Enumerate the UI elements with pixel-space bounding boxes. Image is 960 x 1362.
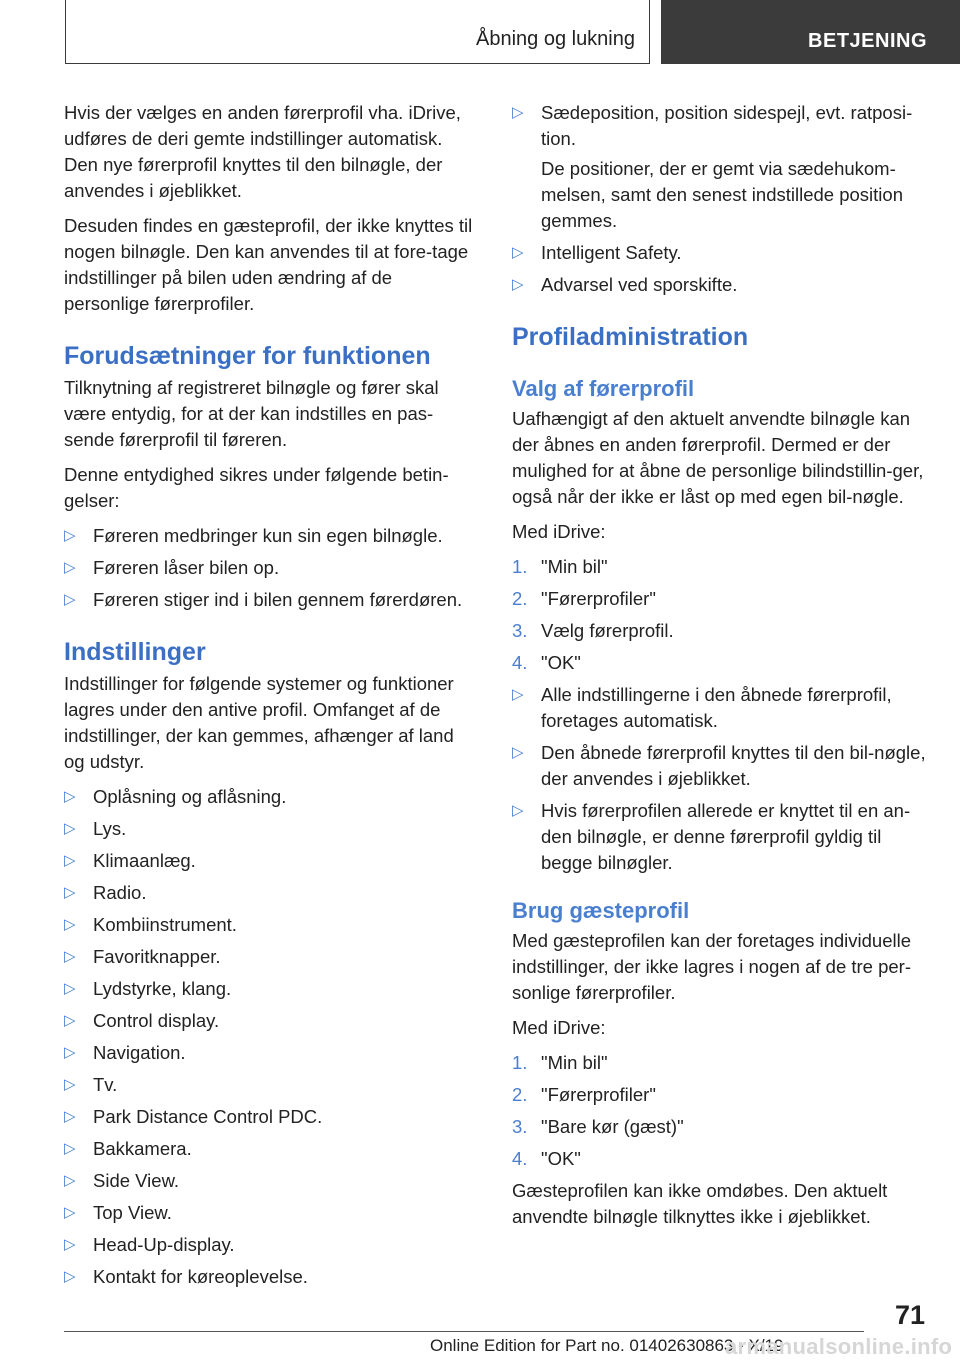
bullet-triangle-icon: ▷	[64, 852, 76, 869]
chapter-title: BETJENING	[808, 30, 927, 52]
list-item: ▷ Intelligent Safety.	[512, 240, 927, 266]
bullet-triangle-icon: ▷	[512, 744, 524, 761]
list-item: ▷ Control display.	[64, 1008, 476, 1034]
list-item: ▷ Føreren låser bilen op.	[64, 555, 476, 581]
bullet-triangle-icon: ▷	[64, 884, 76, 901]
bullet-triangle-icon: ▷	[64, 1044, 76, 1061]
paragraph-gaest: Med gæsteprofilen kan der foretages individuelle indstillinger, der ikke lagres i nogen af de tre per‐sonlige førerprofiler.	[512, 930, 912, 1003]
paragraph-indstillinger: Indstillinger for følgende systemer og funktioner lagres under den antive profil. Omfanget af de indstillinger, der kan gemmes, afhænger af land og udstyr.	[64, 673, 454, 772]
paragraph-end: Gæsteprofilen kan ikke omdøbes. Den aktuelt anvendte bilnøgle tilknyttes ikke i øjeblikket.	[512, 1180, 888, 1227]
bullet-triangle-icon: ▷	[64, 1268, 76, 1285]
settings-list-continued	[512, 100, 927, 298]
bullet-triangle-icon: ▷	[512, 276, 524, 293]
seat-note: De positioner, der er gemt via sædehukom‐melsen, samt den senest indstillede position gemmes.	[541, 158, 903, 231]
bullet-triangle-icon: ▷	[512, 244, 524, 261]
heading-forudsaetninger: Forudsætninger for funktionen	[64, 342, 431, 370]
list-item: ▷ Lydstyrke, klang.	[64, 976, 476, 1002]
bullet-triangle-icon: ▷	[64, 820, 76, 837]
steps-list-profile	[512, 554, 927, 676]
bullet-triangle-icon: ▷	[512, 802, 524, 819]
list-item: ▷ Bakkamera.	[64, 1136, 476, 1162]
bullet-triangle-icon: ▷	[64, 788, 76, 805]
paragraph-valg: Uafhængigt af den aktuelt anvendte bilnøgle kan der åbnes en anden førerprofil. Dermed er der mulighed for at åbne de personlige bilindstillin‐ger, også når der ikke er låst op med egen bil‐nøgle.	[512, 408, 924, 507]
list-item: ▷ Alle indstillingerne i den åbnede førerprofil, foretages automatisk.	[512, 684, 892, 731]
list-item: ▷ Hvis førerprofilen allerede er knyttet til en an‐den bilnøgle, er denne førerprofil gyldig til begge bilnøgler.	[512, 800, 911, 873]
list-item: ▷ Lys.	[64, 816, 476, 842]
bullet-triangle-icon: ▷	[64, 1172, 76, 1189]
heading-brug-gaesteprofil: Brug gæsteprofil	[512, 898, 690, 923]
section-title: Åbning og lukning	[475, 28, 635, 50]
bullet-triangle-icon: ▷	[64, 1076, 76, 1093]
settings-list	[64, 784, 476, 1290]
idrive-label: Med iDrive:	[512, 1017, 606, 1038]
list-item: ▷ Føreren stiger ind i bilen gennem førerdøren.	[64, 587, 476, 613]
list-item: ▷ Føreren medbringer kun sin egen bilnøgle.	[64, 523, 476, 549]
bullet-triangle-icon: ▷	[64, 980, 76, 997]
list-item: ▷ Den åbnede førerprofil knyttes til den bil‐nøgle, der anvendes i øjeblikket.	[512, 742, 926, 789]
step-item: 2. "Førerprofiler"	[512, 1084, 656, 1105]
intro-paragraph: Hvis der vælges en anden førerprofil vha. iDrive, udføres de deri gemte indstillinger automatisk. Den nye førerprofil knyttes til den bilnøgle, der anvendes i øjeblikket.	[64, 102, 461, 201]
bullet-triangle-icon: ▷	[64, 1108, 76, 1125]
step-item: 1. "Min bil"	[512, 556, 608, 577]
list-item: ▷ Klimaanlæg.	[64, 848, 476, 874]
bullet-triangle-icon: ▷	[64, 948, 76, 965]
bullet-triangle-icon: ▷	[64, 559, 76, 576]
list-item: ▷ Advarsel ved sporskifte.	[512, 272, 927, 298]
conditions-list	[64, 523, 476, 613]
bullet-triangle-icon: ▷	[64, 1012, 76, 1029]
list-item: ▷ Top View.	[64, 1200, 476, 1226]
profile-notes-list	[512, 682, 927, 876]
bullet-triangle-icon: ▷	[64, 591, 76, 608]
steps-list-guest	[512, 1050, 927, 1172]
heading-indstillinger: Indstillinger	[64, 638, 206, 666]
idrive-label: Med iDrive:	[512, 521, 606, 542]
footer-divider	[64, 1331, 864, 1332]
list-item: ▷ Kontakt for køreoplevelse.	[64, 1264, 476, 1290]
paragraph-tilknytning: Tilknytning af registreret bilnøgle og fører skal være entydig, for at der kan indstilles en pas‐sende førerprofil til føreren.	[64, 377, 439, 450]
watermark: armanualsonline.info	[725, 1334, 953, 1359]
bullet-triangle-icon: ▷	[64, 1204, 76, 1221]
list-item: ▷ Head-Up-display.	[64, 1232, 476, 1258]
list-item: ▷ Kombiinstrument.	[64, 912, 476, 938]
list-item: ▷ Radio.	[64, 880, 476, 906]
bullet-triangle-icon: ▷	[64, 1236, 76, 1253]
bullet-triangle-icon: ▷	[64, 527, 76, 544]
list-item: ▷ Tv.	[64, 1072, 476, 1098]
list-item: ▷ Park Distance Control PDC.	[64, 1104, 476, 1130]
edition-text: Online Edition for Part no. 01402630863 - X/19	[430, 1336, 784, 1355]
heading-profiladministration: Profiladministration	[512, 323, 749, 351]
bullet-triangle-icon: ▷	[512, 686, 524, 703]
bullet-triangle-icon: ▷	[512, 104, 524, 121]
paragraph-entydighed: Denne entydighed sikres under følgende betin‐gelser:	[64, 464, 449, 511]
step-item: 4. "OK"	[512, 1148, 581, 1169]
step-item: 3. "Bare kør (gæst)"	[512, 1116, 684, 1137]
step-item: 1. "Min bil"	[512, 1052, 608, 1073]
list-item: ▷ Side View.	[64, 1168, 476, 1194]
step-item: 4. "OK"	[512, 652, 581, 673]
list-item: ▷ Sædeposition, position sidespejl, evt. ratposi‐tion. De positioner, der er gemt via sædehukom‐melsen, samt den senest indstillede position gemmes.	[512, 100, 927, 234]
step-item: 3. Vælg førerprofil.	[512, 620, 674, 641]
heading-valg-af-foererprofil: Valg af førerprofil	[512, 376, 695, 401]
right-column	[512, 100, 927, 1239]
guest-profile-paragraph: Desuden findes en gæsteprofil, der ikke knyttes til nogen bilnøgle. Den kan anvendes til at fore‐tage indstillinger på bilen uden ændring af de personlige førerprofiler.	[64, 215, 473, 314]
list-item: ▷ Navigation.	[64, 1040, 476, 1066]
left-column	[64, 100, 476, 1296]
bullet-triangle-icon: ▷	[64, 1140, 76, 1157]
list-item: ▷ Favoritknapper.	[64, 944, 476, 970]
page-number: 71	[894, 1300, 925, 1330]
chapter-tab	[661, 0, 960, 64]
step-item: 2. "Førerprofiler"	[512, 588, 656, 609]
bullet-triangle-icon: ▷	[64, 916, 76, 933]
list-item: ▷ Oplåsning og aflåsning.	[64, 784, 476, 810]
